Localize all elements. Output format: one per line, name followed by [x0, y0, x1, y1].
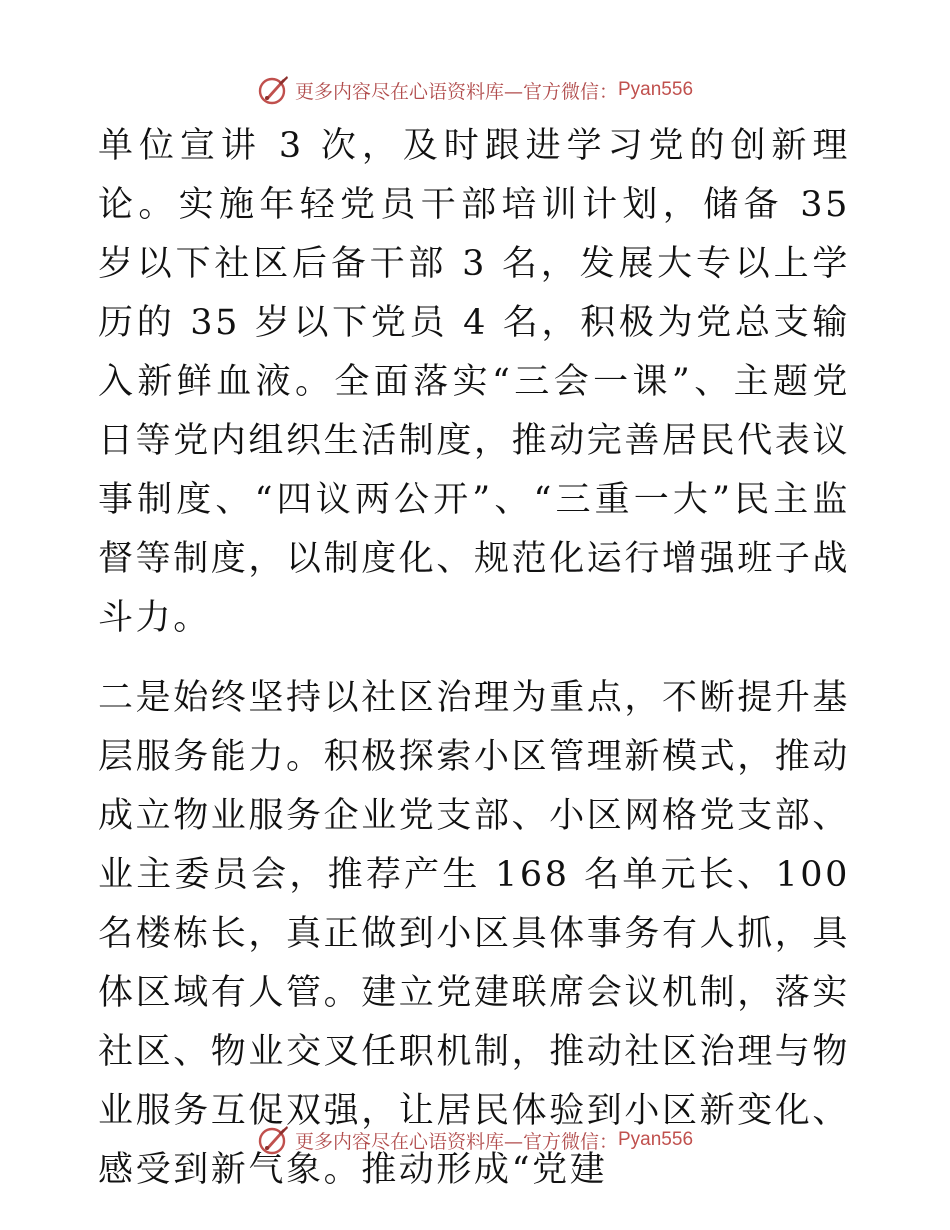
banner-site-text: 更多内容尽在心语资料库—官方微信：: [294, 1130, 618, 1153]
banner-wechat-id: Pyan556: [618, 79, 694, 100]
paragraph: 二是始终坚持以社区治理为重点，不断提升基层服务能力。积极探索小区管理新模式，推动成立物业服务企业党支部、小区网格党支部、业主委员会，推荐产生 168 名单元长、100 名楼栋长，真正做到小区具体事务有人抓，具体区域有人管。建立党建联席会议机制，落实社区、物业交叉任职机制，推动社区治理与物业服务互促双强，让居民体验到小区新变化、感受到新气象。推动形成“党建: [98, 678, 851, 1190]
banner-site-text: 更多内容尽在心语资料库—官方微信：: [294, 80, 618, 103]
footer-banner: [0, 1120, 950, 1160]
paragraph: 单位宣讲 3 次，及时跟进学习党的创新理论。实施年轻党员干部培训计划，储备 35 岁以下社区后备干部 3 名，发展大专以上学历的 35 岁以下党员 4 名，积极为党总支输入新鲜血液。全面落实“三会一课”、主题党日等党内组织生活制度，推动完善居民代表议事制度、“四议两公开”、“三重一大”民主监督等制度，以制度化、规范化运行增强班子战斗力。: [98, 126, 851, 638]
banner-wechat-id: Pyan556: [618, 1129, 694, 1150]
quill-pen-logo-icon: [257, 1123, 291, 1157]
quill-pen-logo-icon: [257, 73, 291, 107]
document-body: [98, 117, 850, 1200]
header-banner: [0, 70, 950, 110]
